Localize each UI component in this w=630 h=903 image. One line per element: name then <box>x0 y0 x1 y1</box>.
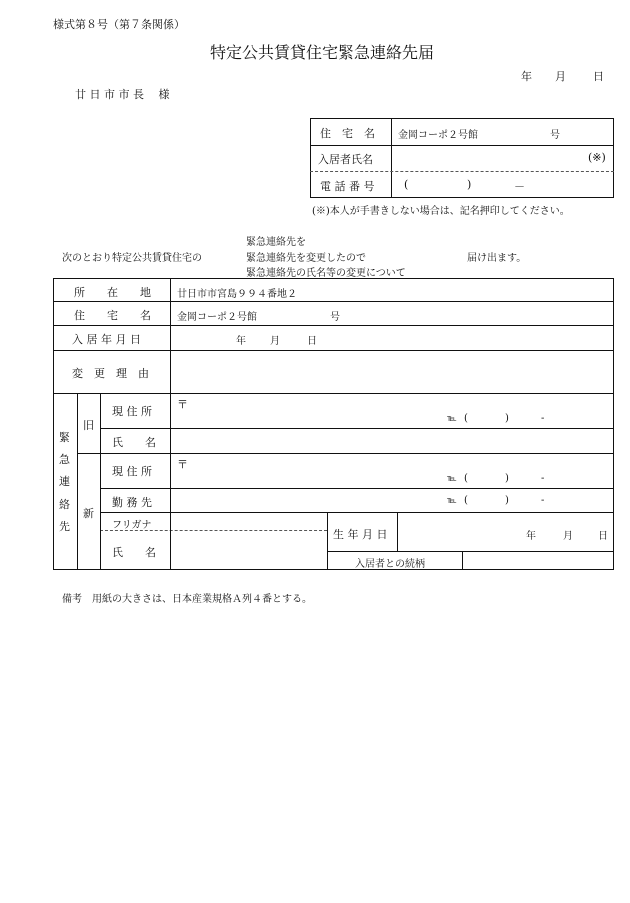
emergency-char-1: 緊 <box>59 431 70 444</box>
move-in-year: 年 <box>236 336 246 347</box>
emergency-char-4: 絡 <box>59 498 70 511</box>
emergency-char-5: 先 <box>59 520 70 533</box>
old-tel-mark: ℡ <box>447 414 457 424</box>
birth-label: 生 年 月 日 <box>333 528 388 541</box>
row-line <box>77 453 614 454</box>
applicant-note: (※)本人が手書きしない場合は、記名押印してください。 <box>312 206 570 217</box>
new-label: 新 <box>83 507 94 520</box>
emergency-char-3: 連 <box>59 475 70 488</box>
col-line <box>462 551 463 570</box>
applicant-phone-label: 電 話 番 号 <box>320 180 375 193</box>
applicant-housing-label: 住 宅 名 <box>320 127 375 140</box>
remark: 備考 用紙の大きさは、日本産業規格Ａ列４番とする。 <box>62 594 312 605</box>
birth-month: 月 <box>563 531 573 542</box>
statement-option-2: 緊急連絡先を変更したので <box>246 253 366 264</box>
new-postal-mark: 〒 <box>177 458 188 471</box>
row-line <box>53 350 614 351</box>
move-in-day: 日 <box>307 336 317 347</box>
old-tel-dash: - <box>541 413 545 424</box>
applicant-row-dash <box>310 171 614 172</box>
applicant-row-line <box>310 145 614 146</box>
workplace-label: 勤 務 先 <box>112 496 152 509</box>
col-line <box>327 512 328 570</box>
work-tel-mark: ℡ <box>447 496 457 506</box>
applicant-phone-open: ( <box>404 178 409 191</box>
relation-label: 入居者との続柄 <box>355 559 425 570</box>
addressee: 廿 日 市 市 長 様 <box>75 88 170 101</box>
applicant-phone-dash: － <box>514 180 525 193</box>
date-year: 年 <box>521 70 532 83</box>
row-line <box>100 512 614 513</box>
statement-option-3: 緊急連絡先の氏名等の変更について <box>246 268 406 279</box>
old-tel-close: ) <box>505 413 509 424</box>
new-name-label: 氏 名 <box>112 546 156 559</box>
birth-day: 日 <box>598 531 608 542</box>
row-line <box>100 488 614 489</box>
old-name-label: 氏 名 <box>112 436 156 449</box>
date-month: 月 <box>555 70 566 83</box>
move-in-month: 月 <box>270 336 280 347</box>
page-title: 特定公共賃貸住宅緊急連絡先届 <box>210 43 435 62</box>
row-line <box>53 393 614 394</box>
applicant-resident-label: 入居者氏名 <box>318 153 373 166</box>
housing-value: 金岡コーポ２号館 <box>177 312 257 323</box>
row-line <box>53 301 614 302</box>
old-address-label: 現 住 所 <box>112 405 152 418</box>
new-tel-close: ) <box>505 473 509 484</box>
col-line <box>77 393 78 570</box>
new-tel-open: ( <box>464 473 468 484</box>
row-line <box>53 325 614 326</box>
row-line <box>100 428 614 429</box>
location-label: 所 在 地 <box>74 286 151 299</box>
new-tel-dash: - <box>541 473 545 484</box>
applicant-divider <box>391 118 392 198</box>
statement-prefix: 次のとおり特定公共賃貸住宅の <box>62 253 202 264</box>
new-address-label: 現 住 所 <box>112 465 152 478</box>
col-line <box>397 512 398 551</box>
location-value: 廿日市市宮島９９４番地２ <box>177 289 297 300</box>
row-line <box>327 551 614 552</box>
emergency-char-2: 急 <box>59 453 70 466</box>
birth-year: 年 <box>526 531 536 542</box>
form-number: 様式第８号（第７条関係） <box>53 18 185 31</box>
col-line <box>170 278 171 570</box>
housing-go: 号 <box>330 312 340 323</box>
applicant-housing-go: 号 <box>550 130 560 141</box>
work-tel-close: ) <box>505 495 509 506</box>
applicant-phone-close: ) <box>467 178 472 191</box>
furigana-label: フリガナ <box>112 520 152 531</box>
move-in-label: 入 居 年 月 日 <box>72 333 141 346</box>
date-day: 日 <box>593 70 604 83</box>
col-line <box>100 393 101 570</box>
applicant-resident-mark: (※) <box>588 151 606 164</box>
housing-label: 住 宅 名 <box>74 309 151 322</box>
statement-option-1: 緊急連絡先を <box>246 237 306 248</box>
reason-label: 変 更 理 由 <box>72 367 149 380</box>
applicant-housing-value: 金岡コーポ２号館 <box>398 130 478 141</box>
work-tel-open: ( <box>464 495 468 506</box>
statement-suffix: 届け出ます。 <box>467 253 527 264</box>
new-tel-mark: ℡ <box>447 474 457 484</box>
work-tel-dash: - <box>541 495 545 506</box>
old-label: 旧 <box>83 419 94 432</box>
old-tel-open: ( <box>464 413 468 424</box>
old-postal-mark: 〒 <box>177 398 188 411</box>
